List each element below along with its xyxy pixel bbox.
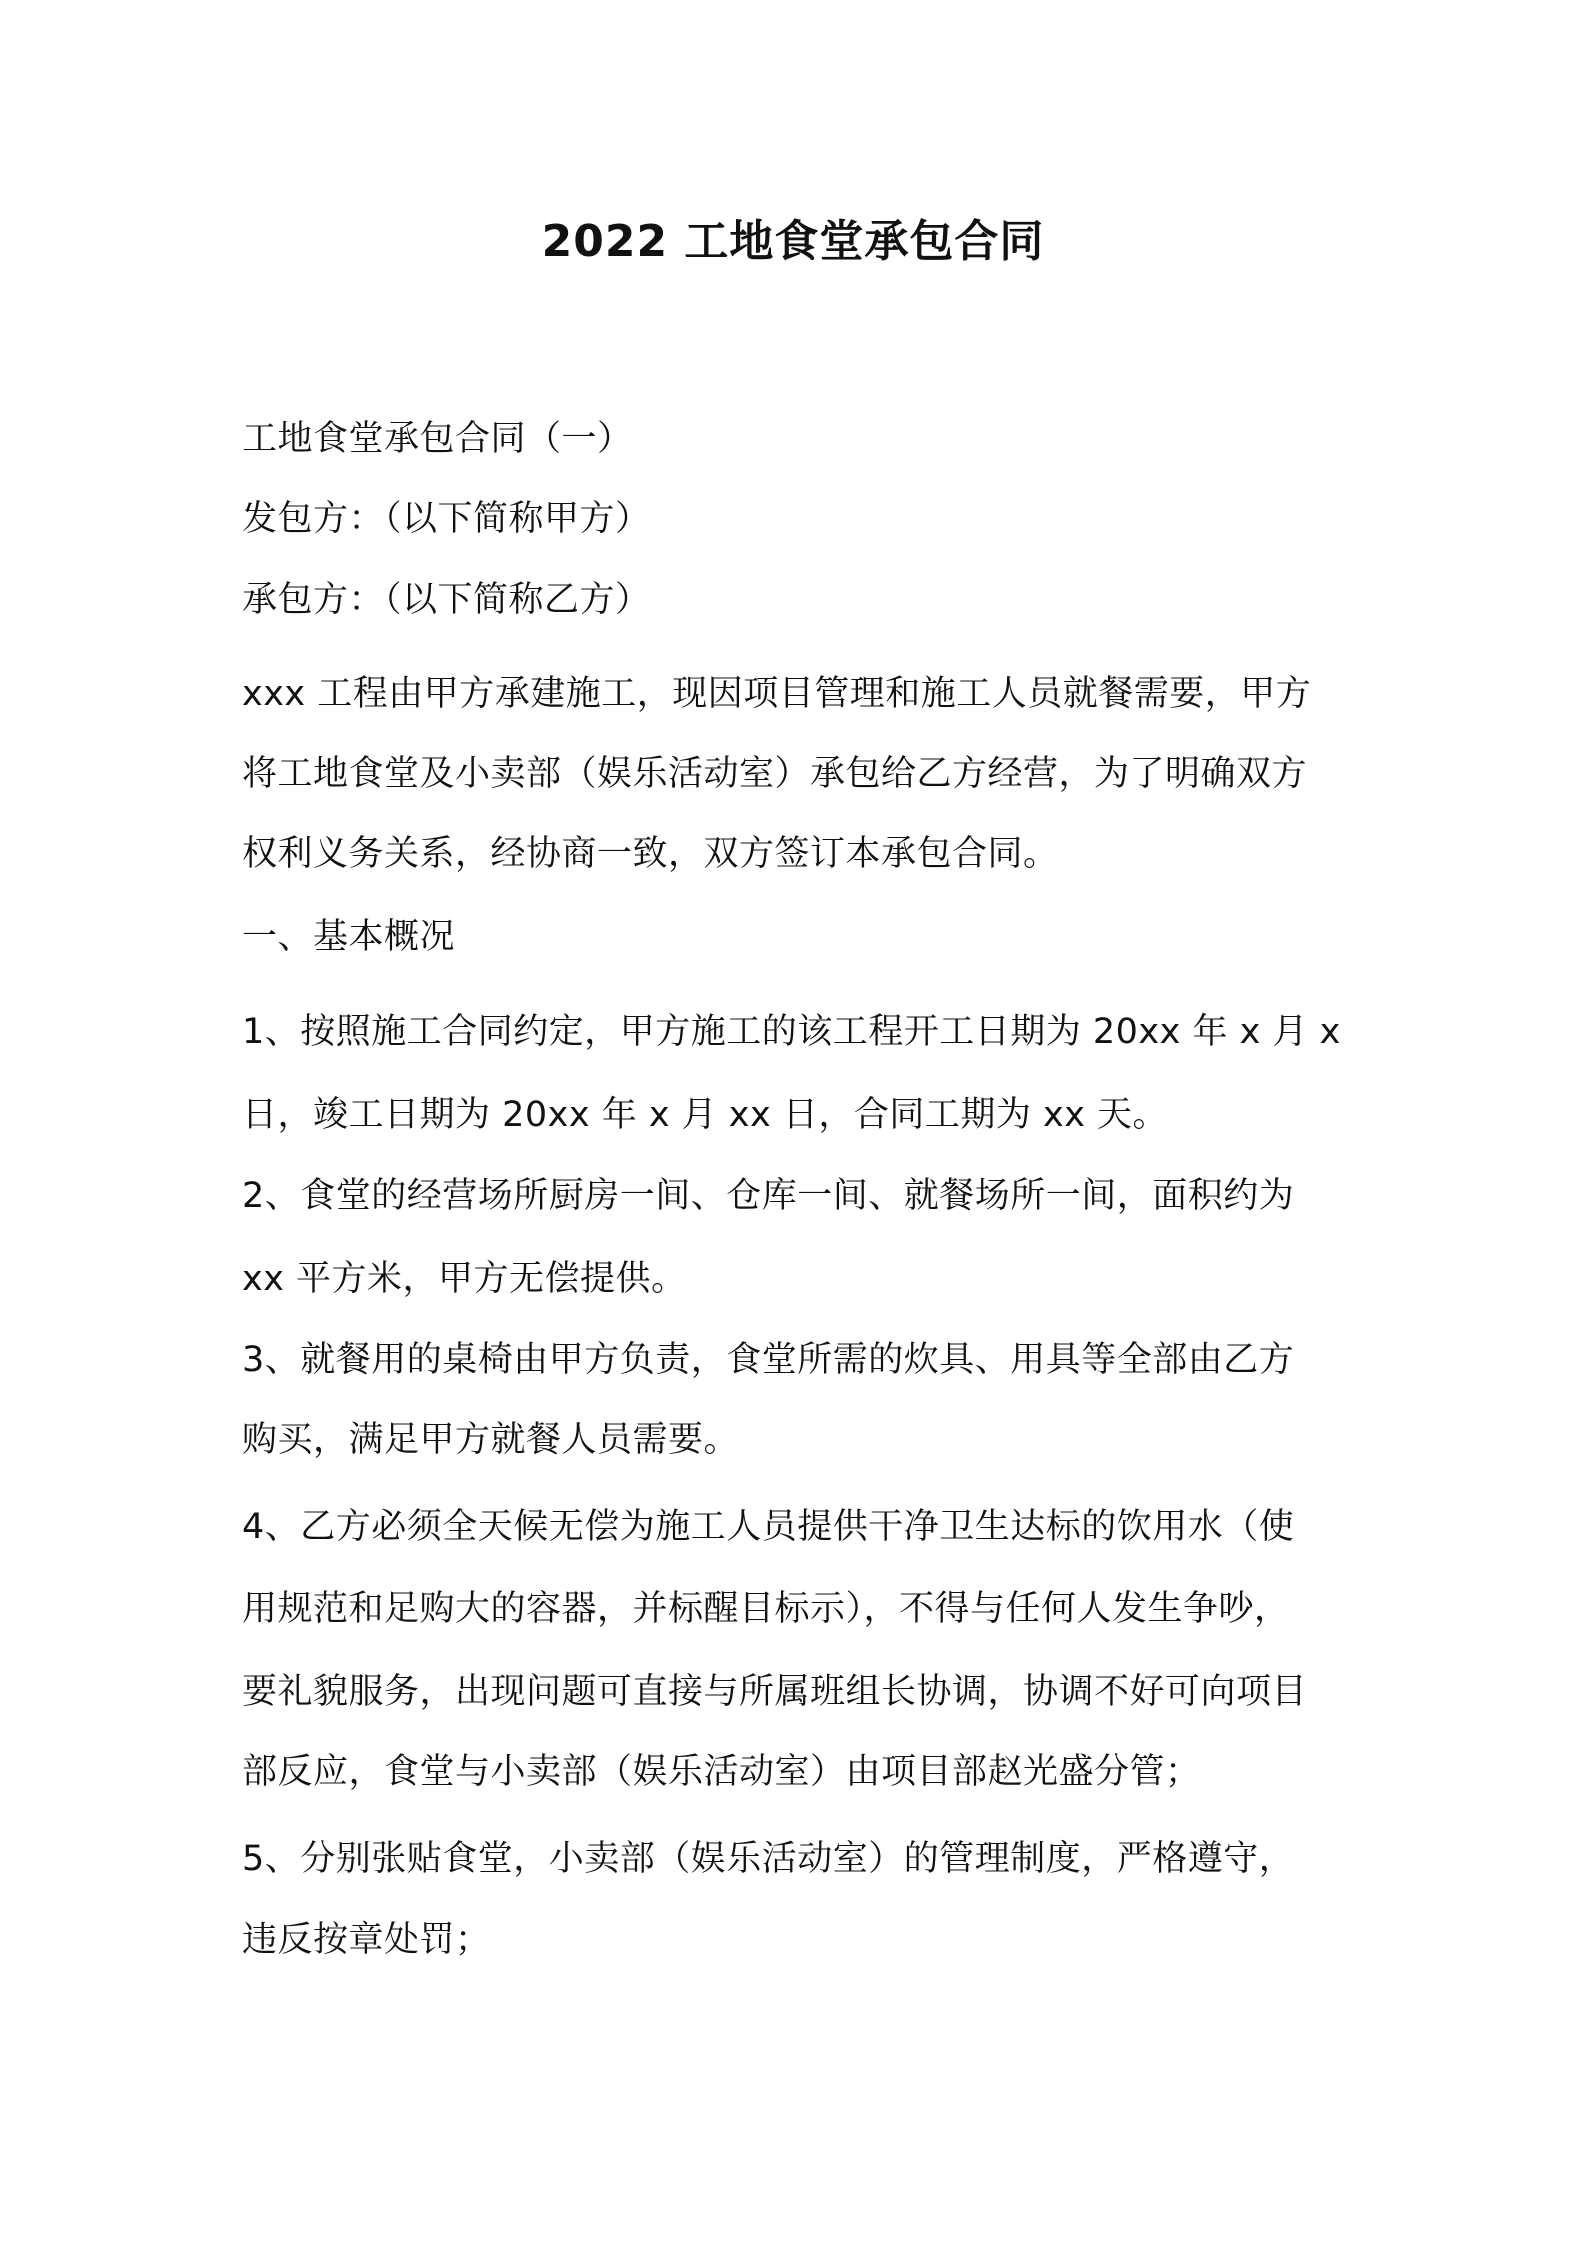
contract-subtitle: 工地食堂承包合同（一） (242, 419, 633, 459)
intro-paragraph-line: 将工地食堂及小卖部（娱乐活动室）承包给乙方经营，为了明确双方 (242, 754, 1308, 794)
section-heading: 一、基本概况 (242, 917, 456, 957)
clause-2-line: xx 平方米，甲方无偿提供。 (242, 1259, 687, 1299)
clause-3-line: 购买，满足甲方就餐人员需要。 (242, 1420, 740, 1460)
clause-1-line: 1、按照施工合同约定，甲方施工的该工程开工日期为 20xx 年 x 月 x (242, 1012, 1341, 1052)
document-title: 2022 工地食堂承包合同 (541, 216, 1045, 267)
party-b-line: 承包方：（以下简称乙方） (242, 580, 651, 620)
intro-paragraph-line: 权利义务关系，经协商一致，双方签订本承包合同。 (242, 834, 1059, 874)
clause-4-line: 部反应，食堂与小卖部（娱乐活动室）由项目部赵光盛分管； (242, 1752, 1201, 1792)
party-a-line: 发包方：（以下简称甲方） (242, 499, 651, 539)
clause-5-line: 5、分别张贴食堂，小卖部（娱乐活动室）的管理制度，严格遵守， (242, 1839, 1295, 1879)
intro-paragraph-line: xxx 工程由甲方承建施工，现因项目管理和施工人员就餐需要，甲方 (242, 674, 1312, 714)
clause-4-line: 用规范和足购大的容器，并标醒目标示），不得与任何人发生争吵， (242, 1589, 1290, 1629)
clause-4-line: 要礼貌服务，出现问题可直接与所属班组长协调，协调不好可向项目 (242, 1672, 1308, 1712)
clause-5-line: 违反按章处罚； (242, 1920, 491, 1960)
clause-1-line: 日，竣工日期为 20xx 年 x 月 xx 日，合同工期为 xx 天。 (242, 1095, 1169, 1135)
clause-2-line: 2、食堂的经营场所厨房一间、仓库一间、就餐场所一间，面积约为 (242, 1176, 1295, 1216)
clause-3-line: 3、就餐用的桌椅由甲方负责，食堂所需的炊具、用具等全部由乙方 (242, 1340, 1295, 1380)
clause-4-line: 4、乙方必须全天候无偿为施工人员提供干净卫生达标的饮用水（使 (242, 1507, 1295, 1547)
